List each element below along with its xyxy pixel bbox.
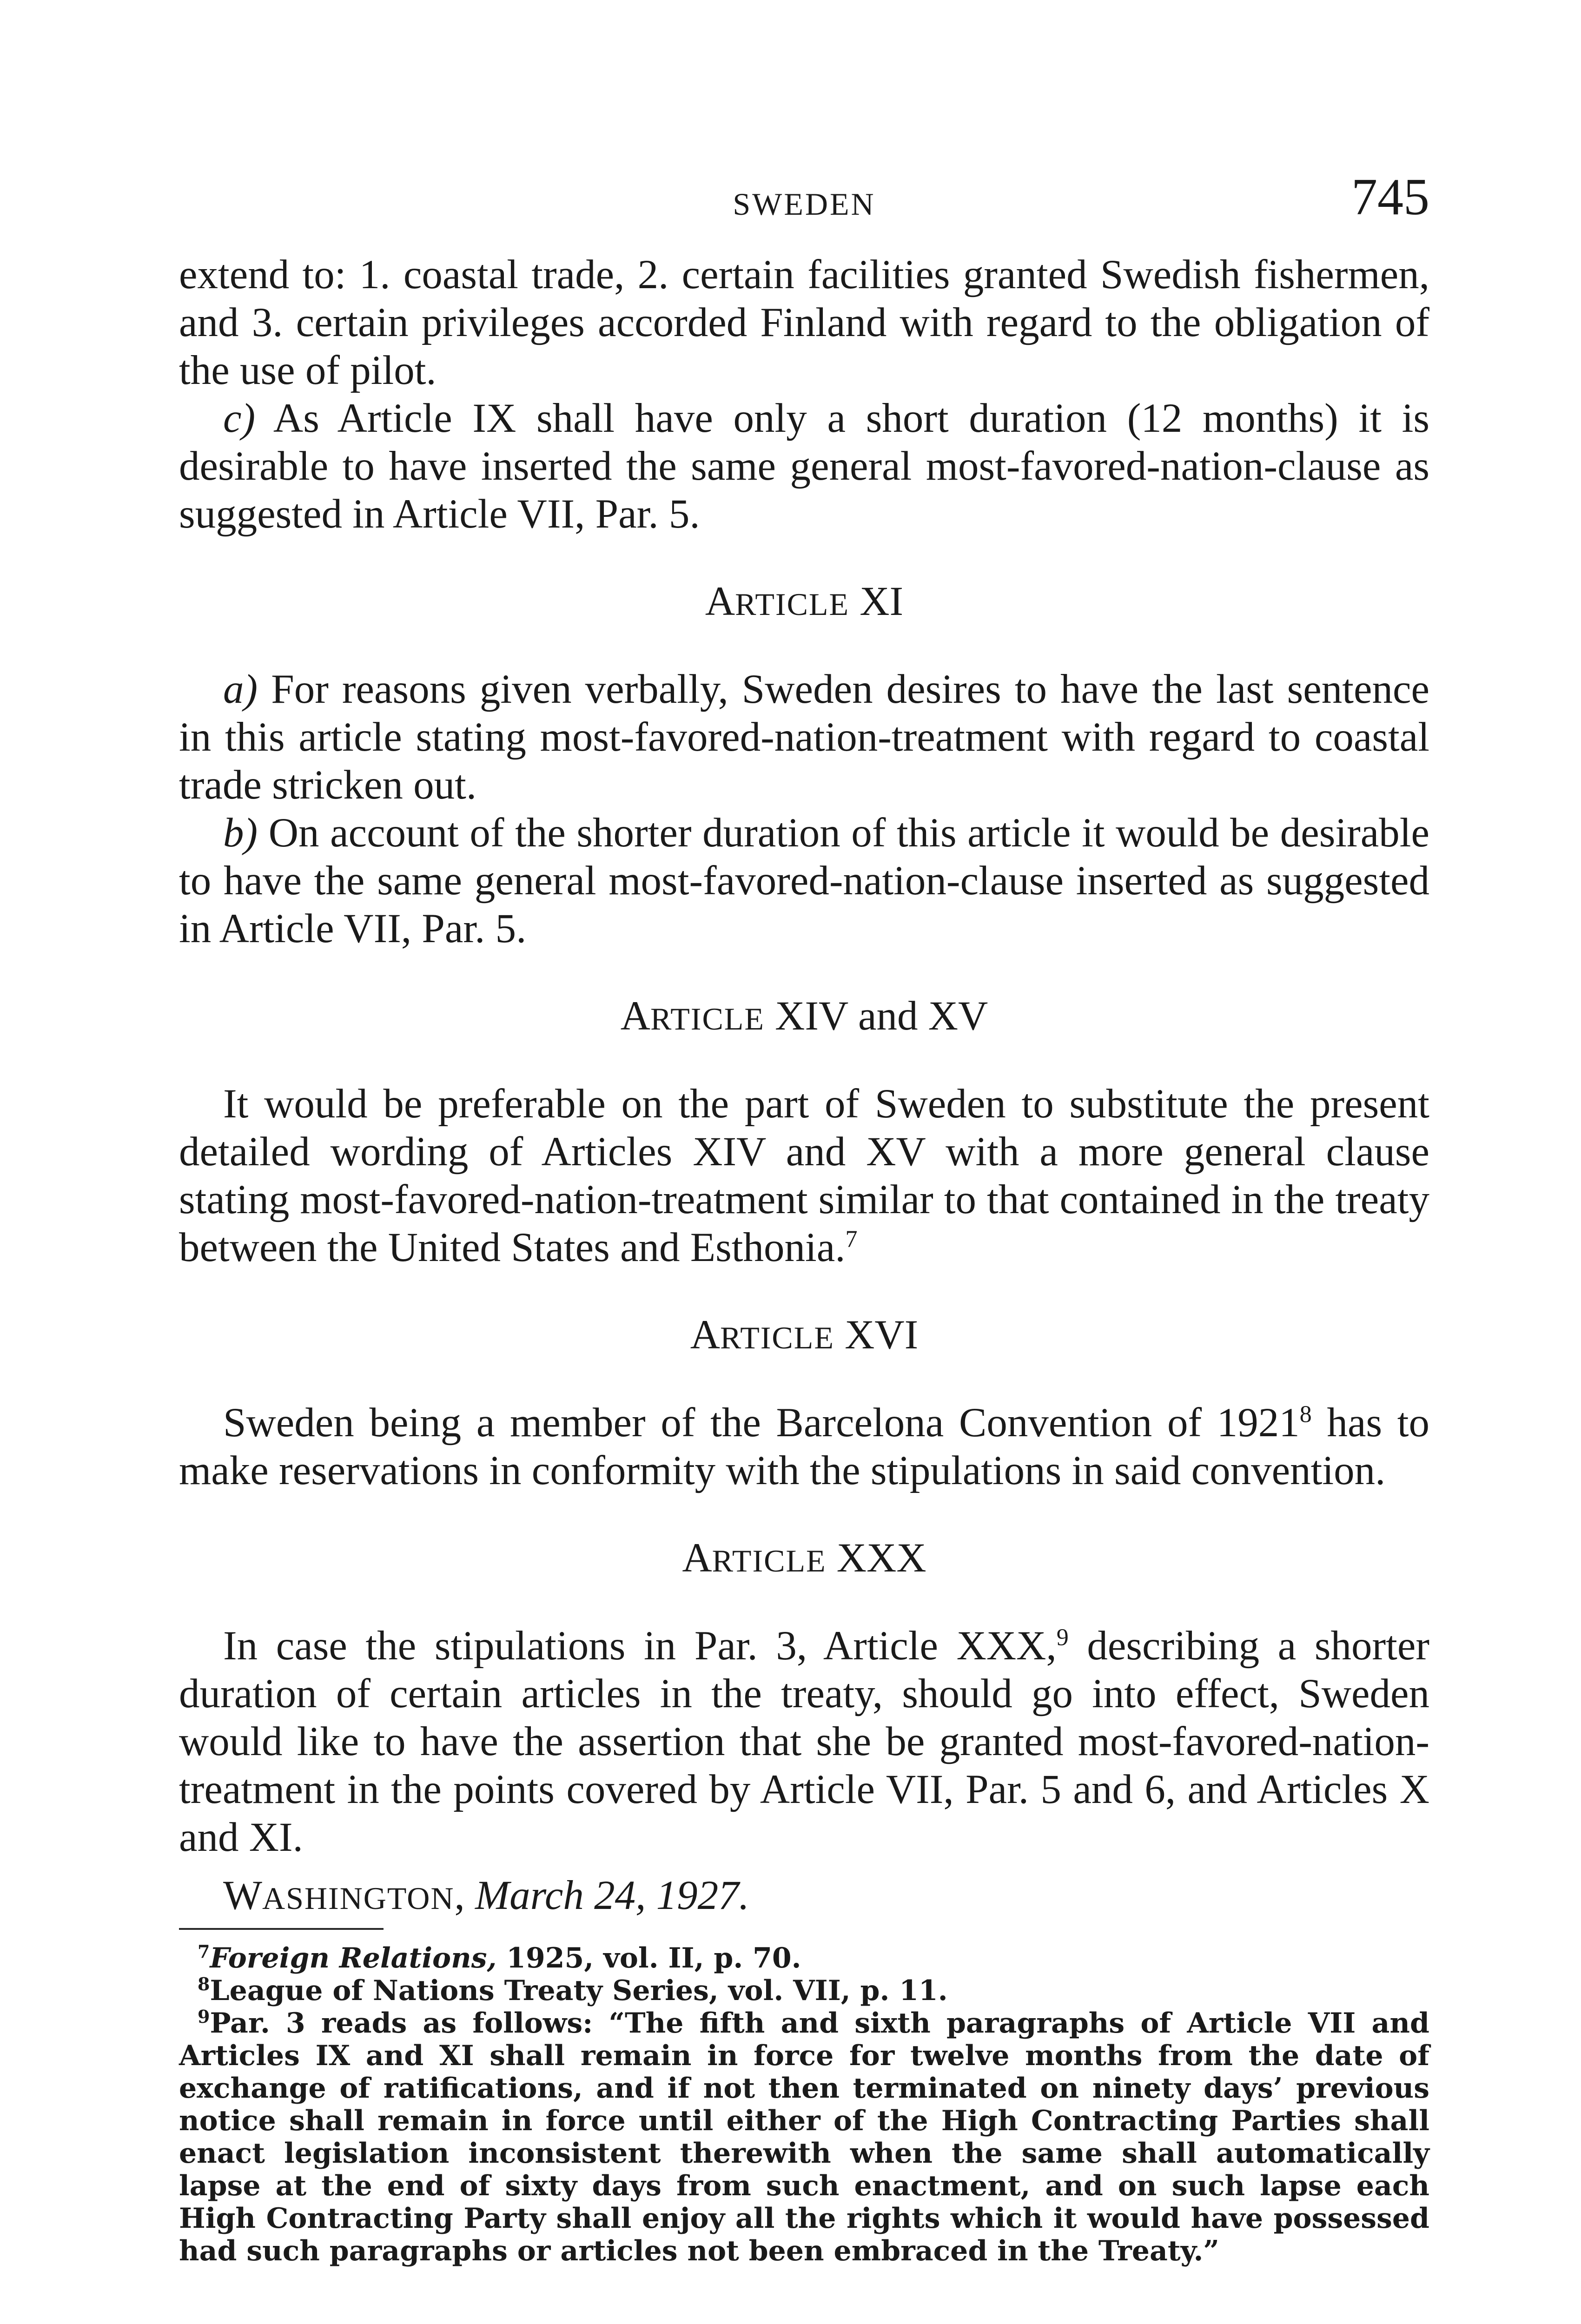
heading-article-xi: ARTICLE XI [705,579,904,624]
article-xi-paragraph-a-text: For reasons given verbally, Sweden desires to have the last sentence in this article stating most-favored-nation-treatment with regard to coastal trade stricken out. [179,667,1429,808]
paragraph-continuation: extend to: 1. coastal trade, 2. certain facilities granted Swedish fishermen, and 3. certain privileges accorded Finland with regard to the obligation of the use of pilot. [179,252,1429,393]
signature-date: March 24, 1927. [475,1873,749,1918]
footnote-ref-8: 8 [1299,1401,1312,1428]
article-xvi-paragraph: Sweden being a member of the Barcelona Convention of 1921$^8$ has to make reservations in conformity with the stipulations in said convention. [179,1400,1429,1493]
item-label-b: b) [223,810,258,856]
running-head [179,167,1429,226]
footnote-8: $^8$League of Nations Treaty Series, vol. VII, p. 11. [198,1974,948,2007]
article-xi-paragraph-b-text: On account of the shorter duration of this article it would be desirable to have the same general most-favored-nation-clause inserted as suggested in Article VII, Par. 5. [179,810,1429,951]
footnote-9: $^9$Par. 3 reads as follows: “The fifth and sixth paragraphs of Article VII and Articles IX and XI shall remain in force for twelve months from the date of exchange of ratifications, and if not then terminated on ninety days’ previous notice shall remain in force until either of the High Contracting Parties shall enact legislation inconsistent therewith when the same shall automatically lapse at the end of sixty days from such enactment, and on such lapse each High Contracting Party shall enjoy all the rights which it would have possessed had such paragraphs or articles not been embraced in the Treaty.” [179,2006,1429,2267]
footnote-7: $^7$Foreign Relations, 1925, vol. II, p. 70. [198,1941,801,1974]
heading-article-xiv-xv: ARTICLE XIV and XV [620,993,988,1039]
article-xi-paragraph-b [179,809,1429,953]
heading-article-xxx: ARTICLE XXX [682,1535,926,1581]
article-xiv-xv-paragraph: It would be preferable on the part of Sweden to substitute the present detailed wording of Articles XIV and XV with a more general clause stating most-favored-nation-treatment similar to that contained in the treaty between the United States and Esthonia.$^7$ [179,1081,1429,1270]
article-xxx-paragraph: In case the stipulations in Par. 3, Article XXX,$^9$ describing a shorter duration of certain articles in the treaty, should go into effect, Sweden would like to have the assertion that she be granted most-favored-nation-treatment in the points covered by Article VII, Par. 5 and 6, and Articles X and XI. [179,1623,1429,1860]
signature-line: WASHINGTON, March 24, 1927. [223,1873,749,1918]
footnote-ref-9: 9 [1056,1624,1069,1651]
footnote-ref-7: 7 [845,1226,858,1253]
heading-article-xvi: ARTICLE XVI [690,1312,919,1358]
paragraph-c-text: As Article IX shall have only a short duration (12 months) it is desirable to have inserted the same general most-favored-nation-clause as suggested in Article VII, Par. 5. [179,396,1429,537]
item-label-a: a) [223,667,258,712]
running-title: SWEDEN [733,186,876,222]
page-number: 745 [1351,168,1429,226]
item-label-c: c) [223,396,256,441]
text-column [179,167,1429,2267]
signature-place: WASHINGTON [223,1873,455,1918]
footnote-divider [179,1928,384,1930]
article-xi-paragraph-a [179,666,1429,809]
paragraph-c [179,395,1429,538]
